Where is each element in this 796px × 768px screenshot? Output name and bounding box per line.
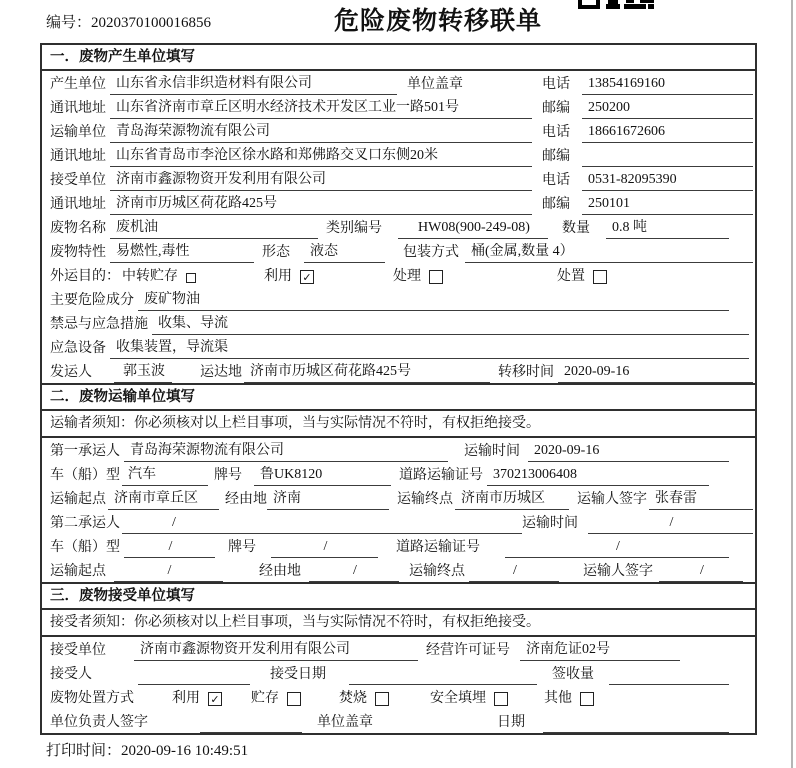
- acceptor-value: [138, 682, 250, 685]
- checkbox-treat: [429, 270, 443, 284]
- receiver-label: 接受单位: [50, 173, 106, 188]
- acceptor-label: 接受人: [50, 667, 92, 682]
- accept-unit-value: 济南市鑫源物资开发利用有限公司: [134, 641, 418, 661]
- transport-time-value: /: [588, 514, 753, 534]
- shipper-value: 郭玉波: [114, 363, 172, 383]
- transporter-value: 青岛海荣源物流有限公司: [110, 123, 532, 143]
- disposal-option-landfill: 安全填埋: [430, 691, 486, 706]
- row-accept-unit: [42, 637, 755, 661]
- row-purpose: [42, 263, 755, 287]
- checkbox-disposal-incinerate: [375, 692, 389, 706]
- checkbox-disposal-other: [580, 692, 594, 706]
- road-permit-label: 道路运输证号: [399, 468, 483, 483]
- pack-value: 桶(金属,数量 4）: [465, 243, 753, 263]
- carrier-sign-value: 张春雷: [649, 490, 753, 510]
- route-start-value: 济南市章丘区: [108, 490, 219, 510]
- vehicle-type-label: 车（船）型: [50, 468, 120, 483]
- row-acceptor: [42, 661, 755, 685]
- row-transporter: [42, 119, 755, 143]
- vehicle-type-label: 车（船）型: [50, 540, 120, 555]
- receiver-phone-group: [542, 171, 753, 191]
- print-time: [46, 739, 248, 760]
- route-via-label: 经由地: [225, 492, 267, 507]
- producer-zip-value: 250200: [582, 99, 753, 119]
- row-receiver-address: [42, 191, 755, 215]
- accept-unit-label: 接受单位: [50, 643, 106, 658]
- route-end-value: /: [469, 562, 559, 582]
- transport-time-value: 2020-09-16: [528, 442, 729, 462]
- purpose-option-dispose: 处置: [557, 269, 585, 284]
- checkbox-disposal-storage: [287, 692, 301, 706]
- route-start-label: 运输起点: [50, 492, 106, 507]
- manifest-form: [40, 43, 757, 735]
- responsible-sign-label: 单位负责人签字: [50, 715, 148, 730]
- operating-license-label: 经营许可证号: [426, 643, 510, 658]
- address-label: 通讯地址: [50, 197, 106, 212]
- purpose-option-use: 利用: [264, 269, 292, 284]
- transporter-address-value: 山东省青岛市李沧区徐水路和郑佛路交叉口东侧20米: [110, 147, 532, 167]
- section3-title: 三．废物接受单位填写: [42, 582, 755, 610]
- row-vehicle2: [42, 534, 755, 558]
- zip-label: 邮编: [542, 197, 570, 212]
- page-title: 危险废物转移联单: [333, 8, 542, 35]
- operating-license-value: 济南危证02号: [520, 641, 680, 661]
- accept-date-label: 接受日期: [270, 667, 326, 682]
- date-label: 日期: [497, 715, 525, 730]
- print-time-value: 2020-09-16 10:49:51: [121, 743, 249, 759]
- accept-date-value: [349, 682, 537, 685]
- phone-label: 电话: [542, 125, 570, 140]
- transporter-label: 运输单位: [50, 125, 106, 140]
- row-carrier2: [42, 510, 755, 534]
- equipment-value: 收集装置，导流渠: [110, 339, 749, 359]
- row-equipment: [42, 335, 755, 359]
- plate-value: /: [271, 538, 378, 558]
- category-value: HW08(900-249-08): [398, 219, 548, 239]
- plate-label: 牌号: [214, 468, 242, 483]
- carrier-sign-value: /: [659, 562, 743, 582]
- transport-time-label: 运输时间: [522, 516, 578, 531]
- responsible-sign-value: [200, 730, 302, 733]
- row-disposal: [42, 685, 755, 709]
- received-qty-value: [609, 682, 729, 685]
- checkbox-disposal-use: ✓: [208, 692, 222, 706]
- hazard-value: 废矿物油: [138, 291, 729, 311]
- carrier2-value: /: [122, 514, 522, 534]
- transporter-phone-value: 18661672606: [582, 123, 753, 143]
- transfer-time-value: 2020-09-16: [558, 363, 753, 383]
- zip-label: 邮编: [542, 149, 570, 164]
- transporter-phone-group: [542, 123, 753, 143]
- transport-time-label: 运输时间: [464, 444, 520, 459]
- disposal-option-incinerate: 焚烧: [339, 691, 367, 706]
- producer-value: 山东省永信非织造材料有限公司: [110, 75, 397, 95]
- traits-label: 废物特性: [50, 245, 106, 260]
- category-label: 类别编号: [326, 221, 382, 236]
- row-producer-address: [42, 95, 755, 119]
- purpose-label: 外运目的：: [50, 269, 120, 284]
- row-carrier1: [42, 438, 755, 462]
- carrier1-label: 第一承运人: [50, 444, 120, 459]
- row-waste-name: [42, 215, 755, 239]
- zip-label: 邮编: [542, 101, 570, 116]
- carrier2-label: 第二承运人: [50, 516, 120, 531]
- address-label: 通讯地址: [50, 149, 106, 164]
- receiver-zip-value: 250101: [582, 195, 753, 215]
- road-permit-value: 370213006408: [487, 466, 709, 486]
- form-value: 液态: [304, 243, 385, 263]
- carrier-sign-label: 运输人签字: [583, 564, 653, 579]
- shipper-label: 发运人: [50, 365, 92, 380]
- row-transporter-address: [42, 143, 755, 167]
- checkbox-dispose: [593, 270, 607, 284]
- phone-label: 电话: [542, 77, 570, 92]
- waste-name-value: 废机油: [110, 219, 318, 239]
- transporter-zip-value: [582, 164, 753, 167]
- destination-value: 济南市历城区荷花路425号: [244, 363, 490, 383]
- row-producer: [42, 71, 755, 95]
- producer-zip-group: [542, 99, 753, 119]
- section1-title: 一．废物产生单位填写: [42, 45, 755, 71]
- route-start-label: 运输起点: [50, 564, 106, 579]
- emergency-value: 收集、导流: [152, 315, 749, 335]
- row-route2: [42, 558, 755, 582]
- destination-label: 运达地: [200, 365, 242, 380]
- page-edge-divider: [791, 0, 793, 768]
- route-via-value: 济南: [267, 490, 389, 510]
- route-end-label: 运输终点: [409, 564, 465, 579]
- row-vehicle1: [42, 462, 755, 486]
- row-route1: [42, 486, 755, 510]
- carrier1-value: 青岛海荣源物流有限公司: [124, 442, 448, 462]
- receiver-notice: 接受者须知：你必须核对以上栏目事项，当与实际情况不符时，有权拒绝接受。: [42, 610, 755, 637]
- seal-label: 单位盖章: [407, 77, 463, 92]
- producer-phone-value: 13854169160: [582, 75, 753, 95]
- route-via-value: /: [309, 562, 399, 582]
- serial-value: 2020370100016856: [91, 15, 212, 31]
- disposal-label: 废物处置方式: [50, 691, 134, 706]
- producer-address-value: 山东省济南市章丘区明水经济技术开发区工业一路501号: [110, 99, 532, 119]
- plate-value: 鲁UK8120: [254, 466, 391, 486]
- receiver-value: 济南市鑫源物资开发利用有限公司: [110, 171, 532, 191]
- transporter-notice: 运输者须知：你必须核对以上栏目事项，当与实际情况不符时，有权拒绝接受。: [42, 411, 755, 438]
- row-emergency: [42, 311, 755, 335]
- purpose-option-transfer: 中转贮存: [122, 269, 178, 284]
- hazard-label: 主要危险成分: [50, 293, 134, 308]
- waste-name-label: 废物名称: [50, 221, 106, 236]
- road-permit-value: /: [505, 538, 729, 558]
- row-waste-traits: [42, 239, 755, 263]
- route-end-label: 运输终点: [397, 492, 453, 507]
- road-permit-label: 道路运输证号: [396, 540, 480, 555]
- route-via-label: 经由地: [259, 564, 301, 579]
- phone-label: 电话: [542, 173, 570, 188]
- received-qty-label: 签收量: [552, 667, 594, 682]
- unit-seal-label: 单位盖章: [317, 715, 373, 730]
- route-start-value: /: [114, 562, 223, 582]
- emergency-label: 禁忌与应急措施: [50, 317, 148, 332]
- quantity-label: 数量: [562, 221, 590, 236]
- receiver-phone-value: 0531-82095390: [582, 171, 753, 191]
- qr-code-fragment: [578, 0, 654, 10]
- print-time-label: 打印时间：: [46, 743, 122, 759]
- checkbox-transfer-storage: [186, 273, 196, 283]
- plate-label: 牌号: [228, 540, 256, 555]
- checkbox-use: ✓: [300, 270, 314, 284]
- row-responsible-sign: [42, 709, 755, 733]
- row-dispatch: [42, 359, 755, 383]
- row-hazard: [42, 287, 755, 311]
- address-label: 通讯地址: [50, 101, 106, 116]
- quantity-value: 0.8 吨: [606, 219, 729, 239]
- transporter-zip-group: [542, 148, 753, 167]
- disposal-option-other: 其他: [544, 691, 572, 706]
- receiver-zip-group: [542, 195, 753, 215]
- route-end-value: 济南市历城区: [455, 490, 569, 510]
- purpose-option-treat: 处理: [393, 269, 421, 284]
- vehicle-type-value: /: [124, 538, 215, 558]
- producer-label: 产生单位: [50, 77, 106, 92]
- disposal-option-use: 利用: [172, 691, 200, 706]
- transfer-time-label: 转移时间: [498, 365, 554, 380]
- date-value: [543, 730, 729, 733]
- vehicle-type-value: 汽车: [122, 466, 208, 486]
- equipment-label: 应急设备: [50, 341, 106, 356]
- carrier-sign-label: 运输人签字: [577, 492, 647, 507]
- pack-label: 包装方式: [403, 245, 459, 260]
- producer-phone-group: [542, 75, 753, 95]
- checkbox-disposal-landfill: [494, 692, 508, 706]
- row-receiver: [42, 167, 755, 191]
- disposal-option-storage: 贮存: [251, 691, 279, 706]
- traits-value: 易燃性,毒性: [110, 243, 254, 263]
- serial-label: 编号：: [46, 15, 92, 31]
- receiver-address-value: 济南市历城区荷花路425号: [110, 195, 532, 215]
- section2-title: 二．废物运输单位填写: [42, 383, 755, 411]
- form-label: 形态: [262, 245, 290, 260]
